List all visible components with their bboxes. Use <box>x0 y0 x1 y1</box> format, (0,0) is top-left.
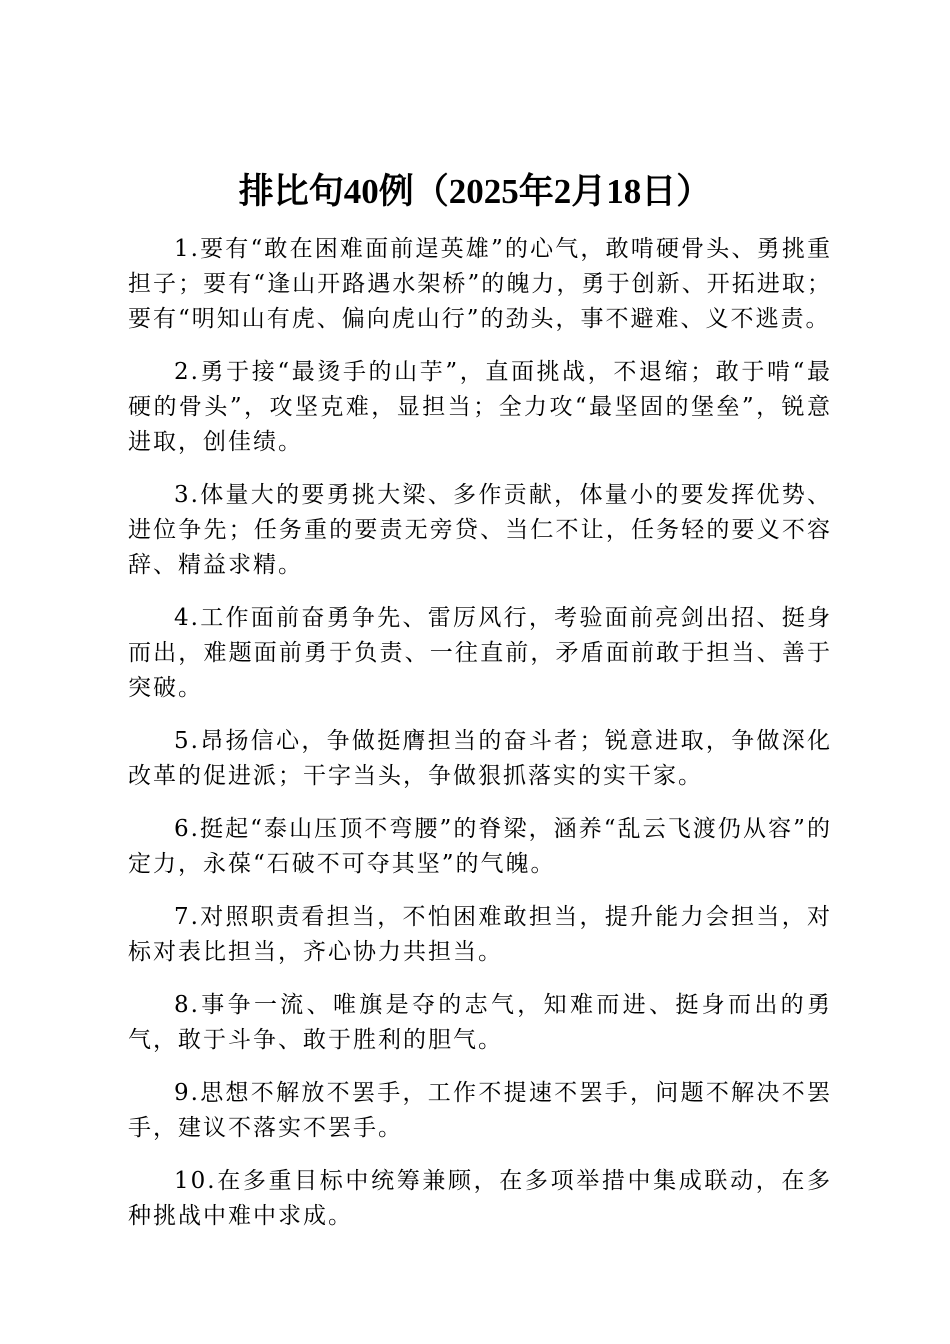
document-body <box>128 232 832 1252</box>
paragraph-5: 5.昂扬信心，争做挺膺担当的奋斗者；锐意进取，争做深化改革的促进派；干字当头，争做狠抓落实的实干家。 <box>128 728 832 789</box>
page-title: 排比句40例（2025年2月18日） <box>238 172 712 211</box>
paragraph-8: 8.事争一流、唯旗是夺的志气，知难而进、挺身而出的勇气，敢于斗争、敢于胜利的胆气。 <box>128 992 832 1053</box>
paragraph-7: 7.对照职责看担当，不怕困难敢担当，提升能力会担当，对标对表比担当，齐心协力共担当。 <box>128 904 832 965</box>
paragraph-2: 2.勇于接“最烫手的山芋”，直面挑战，不退缩；敢于啃“最硬的骨头”，攻坚克难，显担当；全力攻“最坚固的堡垒”，锐意进取，创佳绩。 <box>128 359 832 455</box>
paragraph-3: 3.体量大的要勇挑大梁、多作贡献，体量小的要发挥优势、进位争先；任务重的要责无旁贷、当仁不让，任务轻的要义不容辞、精益求精。 <box>128 482 832 578</box>
paragraph-4: 4.工作面前奋勇争先、雷厉风行，考验面前亮剑出招、挺身而出，难题面前勇于负责、一往直前，矛盾面前敢于担当、善于突破。 <box>128 605 832 701</box>
paragraph-6: 6.挺起“泰山压顶不弯腰”的脊梁，涵养“乱云飞渡仍从容”的定力，永葆“石破不可夺其坚”的气魄。 <box>128 816 832 877</box>
paragraph-10: 10.在多重目标中统筹兼顾，在多项举措中集成联动，在多种挑战中难中求成。 <box>128 1168 832 1229</box>
paragraph-1: 1.要有“敢在困难面前逞英雄”的心气，敢啃硬骨头、勇挑重担子；要有“逢山开路遇水架桥”的魄力，勇于创新、开拓进取；要有“明知山有虎、偏向虎山行”的劲头，事不避难、义不逃责。 <box>128 236 832 332</box>
paragraph-9: 9.思想不解放不罢手，工作不提速不罢手，问题不解决不罢手，建议不落实不罢手。 <box>128 1080 832 1141</box>
